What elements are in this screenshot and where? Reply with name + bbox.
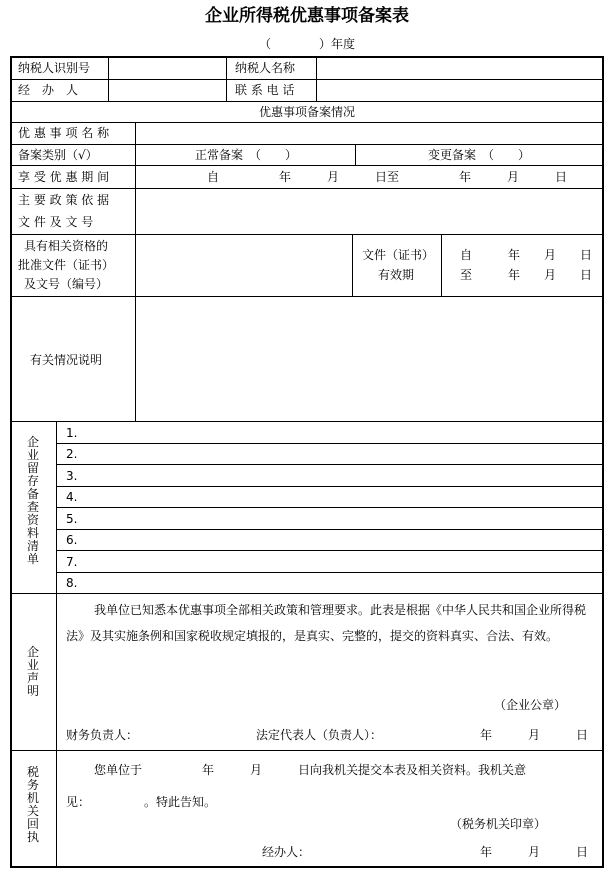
- receipt-handler-label: 经办人：: [262, 845, 311, 859]
- docs-item[interactable]: 8.: [66, 576, 78, 590]
- docs-item[interactable]: 1.: [66, 426, 78, 440]
- form-title: 企业所得税优惠事项备案表: [205, 6, 409, 26]
- policy-label-line2: 文 件 及 文 号: [18, 215, 94, 229]
- qualification-label-line2: 批准文件（证书）: [18, 258, 115, 272]
- docs-item[interactable]: 5.: [66, 512, 78, 526]
- docs-item[interactable]: 7.: [66, 555, 78, 569]
- period-value[interactable]: 自 年 月 日至 年 月 日: [207, 170, 568, 184]
- fiscal-year: （ ）年度: [258, 37, 355, 51]
- docs-item[interactable]: 4.: [66, 490, 78, 504]
- normal-filing-option[interactable]: 正常备案 （ ）: [195, 148, 298, 162]
- qualification-label-line1: 具有相关资格的: [24, 239, 109, 253]
- validity-label-line1: 文件（证书）: [362, 248, 435, 262]
- declaration-vertical-label: 企业声明: [26, 645, 39, 698]
- docs-item[interactable]: 2.: [66, 447, 78, 461]
- item-name-label: 优 惠 事 项 名 称: [18, 126, 110, 140]
- docs-vertical-label: 企业留存备查资料清单: [26, 435, 39, 566]
- notes-label: 有关情况说明: [30, 353, 103, 367]
- company-seal: （企业公章）: [494, 698, 567, 712]
- filing-type-label: 备案类别（√）: [18, 148, 98, 162]
- handler-label: 经 办 人: [18, 83, 79, 97]
- change-filing-option[interactable]: 变更备案 （ ）: [428, 148, 531, 162]
- legal-rep-label: 法定代表人（负责人）：: [256, 728, 383, 742]
- qualification-label-line3: 及文号（编号）: [24, 277, 109, 291]
- validity-label-line2: 有效期: [378, 268, 415, 282]
- receipt-vertical-label: 税务机关回执: [26, 765, 39, 844]
- taxpayer-id-label: 纳税人识别号: [18, 61, 91, 75]
- tax-seal: （税务机关印章）: [450, 817, 547, 831]
- validity-to[interactable]: 至 年 月 日: [460, 268, 593, 282]
- declaration-date: 年 月 日: [480, 728, 589, 742]
- period-label: 享 受 优 惠 期 间: [18, 170, 110, 184]
- receipt-text: 您单位于 年 月 日向我机关提交本表及相关资料。我机关意见： 。特此告知。: [66, 763, 527, 809]
- docs-item[interactable]: 3.: [66, 469, 78, 483]
- validity-from[interactable]: 自 年 月 日: [460, 248, 593, 262]
- docs-item[interactable]: 6.: [66, 533, 78, 547]
- receipt-date: 年 月 日: [480, 845, 589, 859]
- phone-label: 联 系 电 话: [235, 83, 295, 97]
- section-header: 优惠事项备案情况: [258, 105, 355, 119]
- policy-label-line1: 主 要 政 策 依 据: [18, 193, 110, 207]
- declaration-text: 我单位已知悉本优惠事项全部相关政策和管理要求。此表是根据《中华人民共和国企业所得税法》及其实施条例和国家税收规定填报的，是真实、完整的，提交的资料真实、合法、有效。: [66, 603, 587, 643]
- finance-head-label: 财务负责人：: [66, 728, 139, 742]
- taxpayer-name-label: 纳税人名称: [235, 61, 296, 75]
